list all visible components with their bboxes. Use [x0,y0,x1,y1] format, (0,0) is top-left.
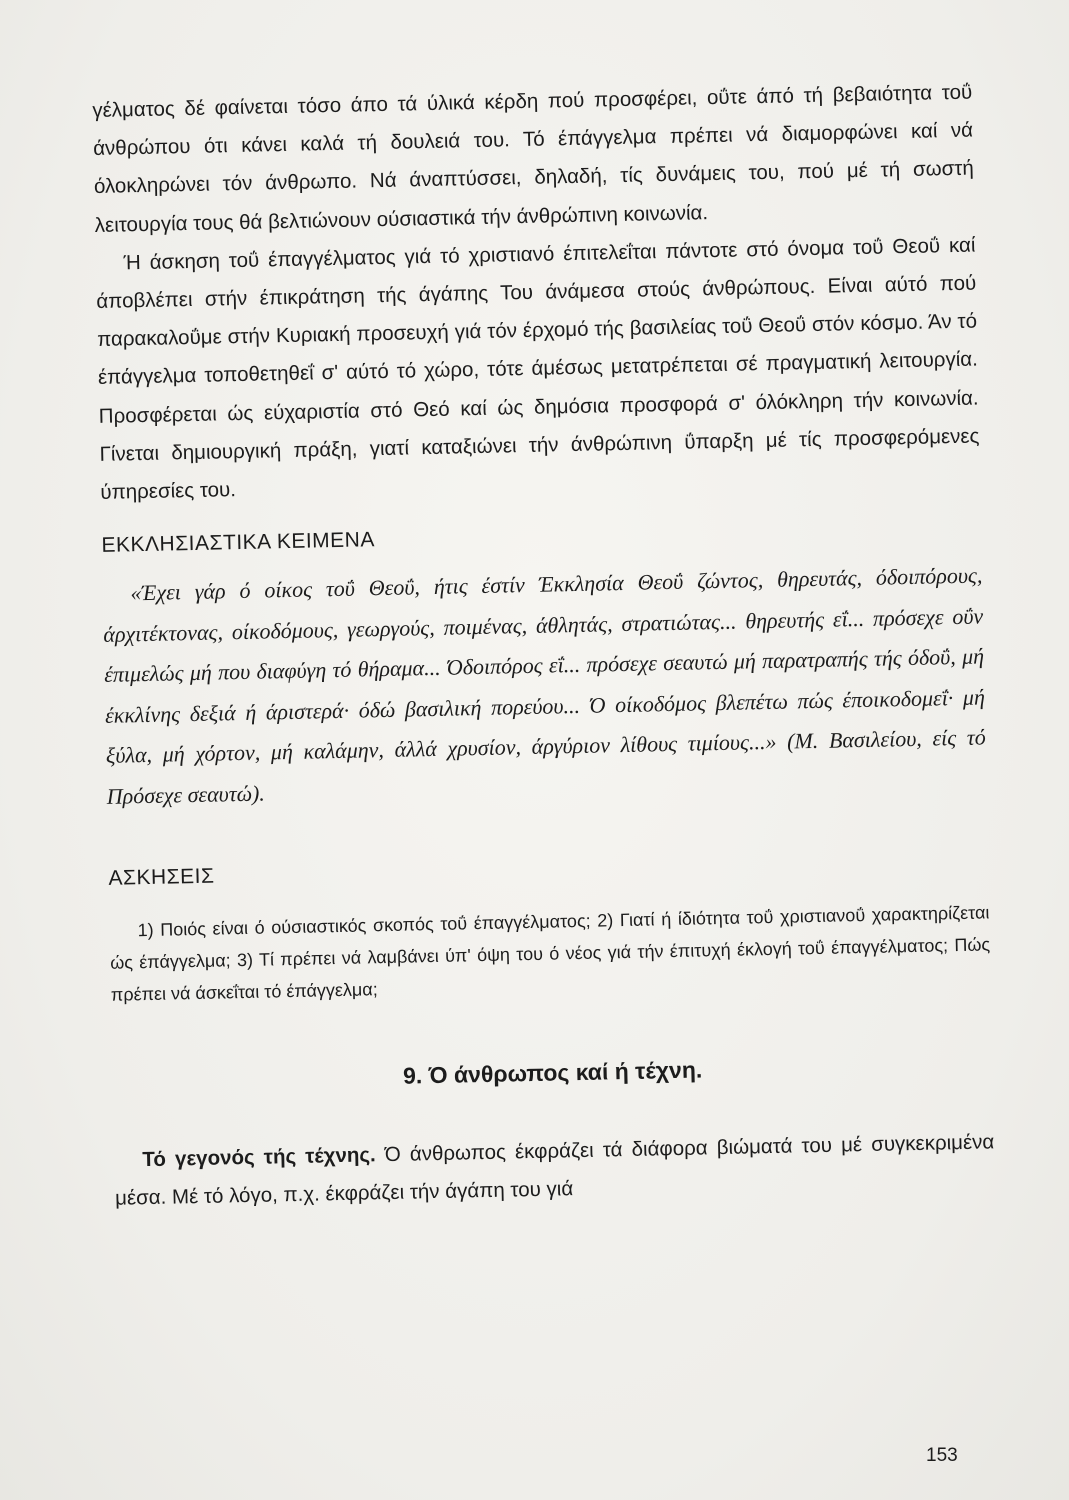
chapter-title: 9. Ό άνθρωπος καί ή τέχνη. [402,1056,703,1089]
church-texts-heading: ΕΚΚΛΗΣΙΑΣΤΙΚΑ ΚΕΙΜΕΝΑ [101,528,376,558]
body-paragraph-1: γέλματος δέ φαίνεται τόσο άπο τά ύλικά κέρδη πού προσφέρει, οΰτε άπό τή βεβαιότητα τοΰ άνθρώπου ότι κάνει καλά τή δουλειά του. Τό έπάγγελμα πρέπει νά διαμορφώνει καί νά όλοκληρώνει τόν άνθρωπο. Νά άναπτύσσει, δηλαδή, τίς δυνάμεις του, πού μέ τή σωστή λειτουργία τους θά βελτιώνουν ούσιαστικά τήν άνθρώπινη κοινωνία. [92,80,975,237]
exercises-block [109,897,991,1011]
church-quote: «Έχει γάρ ό οίκος τοΰ Θεοΰ, ήτις έστίν Έκκλησία Θεοΰ ζώντος, θηρευτάς, όδοιπόρους, άρχιτέκτονας, οίκοδόμους, γεωργούς, ποιμένας, άθλητάς, στρατιώτας... θηρευτής εΐ... πρόσεχε οΰν έπιμελώς μή που διαφύγη τό θήραμα... Όδοιπόρος εΐ... πρόσεχε σεαυτώ μή παρατραπής τής όδοΰ, μή έκκλίνης δεξιά ή άριστερά· όδώ βασιλική πορεύου... Ό οίκοδόμος βλεπέτω πώς έποικοδομεΐ· μή ξύλα, μή χόρτον, μή καλάμην, άλλά χρυσίον, άργύριον λίθους τιμίους...» (Μ. Βασιλείου, είς τό Πρόσεχε σεαυτώ). [103,562,986,809]
exercises-text: 1) Ποιός είναι ό ούσιαστικός σκοπός τοΰ έπαγγέλματος; 2) Γιατί ή ίδιότητα τοΰ χριστιανοΰ χαρακτηρίζεται ώς έπάγγελμα; 3) Τί πρέπει νά λαμβάνει ύπ' όψη του ό νέος γιά τήν έπιτυχή έκλογή τοΰ έπαγγέλματος; Πώς πρέπει νά άσκεΐται τό έπάγγελμα; [110,902,991,1006]
exercises-heading: ΑΣΚΗΣΕΙΣ [108,864,215,891]
section-lead: Τό γεγονός τής τέχνης. [142,1143,376,1172]
body-paragraph-2: Ή άσκηση τοΰ έπαγγέλματος γιά τό χριστιανό έπιτελεΐται πάντοτε στό όνομα τοΰ Θεοΰ καί άποβλέπει στήν έπικράτηση τής άγάπης Του άνάμεσα στούς άνθρώπους. Είναι αύτό πού παρακαλοΰμε στήν Κυριακή προσευχή γιά τόν έρχομό τής βασιλείας τοΰ Θεοΰ στόν κόσμο. Άν τό έπάγγελμα τοποθετηθεΐ σ' αύτό τό χώρο, τότε άμέσως μετατρέπεται σέ πραγματική λειτουργία. Προσφέρεται ώς εύχαριστία στό Θεό καί ώς δημόσια προσφορά σ' όλόκληρη τήν κοινωνία. Γίνεται δημιουργική πράξη, γιατί καταξιώνει τήν άνθρώπινη ΰπαρξη μέ τίς προσφερόμενες ύπηρεσίες του. [96,233,980,504]
church-quote-block [102,556,987,817]
page-content [92,74,995,1219]
page-number: 153 [926,1445,958,1466]
section-paragraph [114,1124,995,1219]
section-text: Ό άνθρωπος έκφράζει τά διάφορα βιώματά του μέ συγκεκριμένα μέσα. Μέ τό λόγο, π.χ. έκφράζει τήν άγάπη του γιά [114,1130,995,1211]
